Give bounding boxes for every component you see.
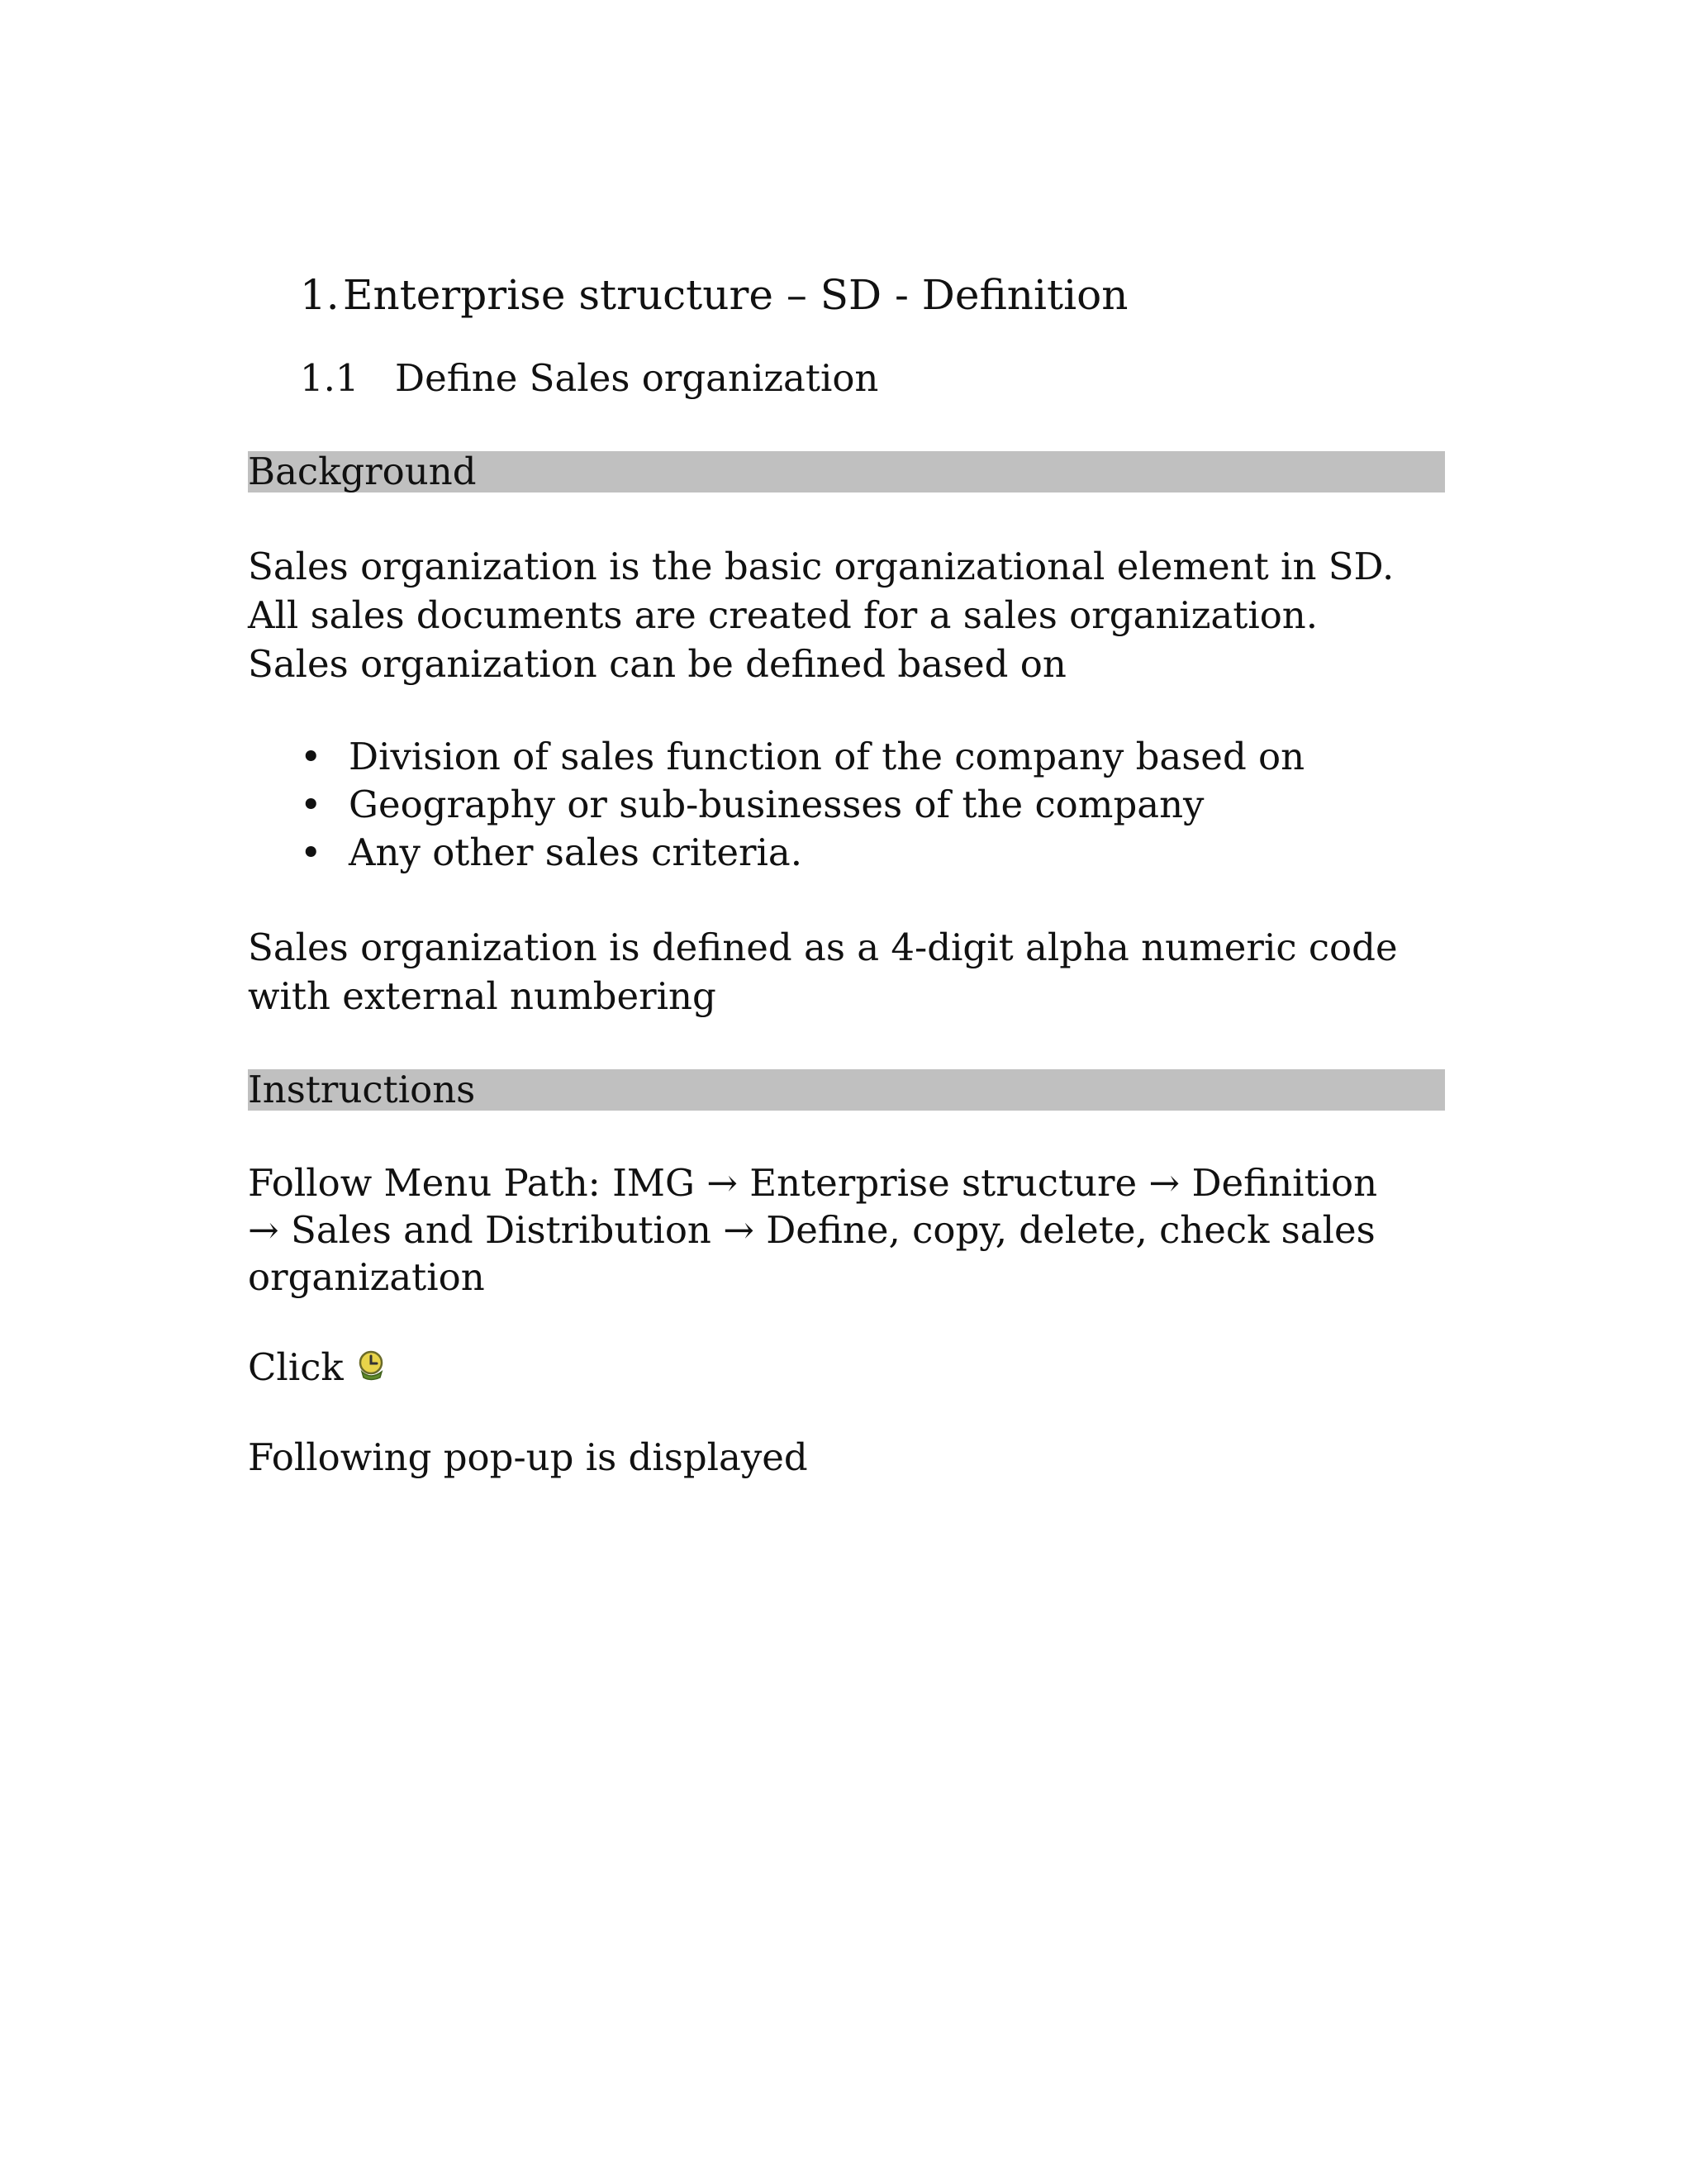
paragraph-line: Sales organization is defined as a 4-digit alpha numeric code — [248, 925, 1398, 969]
instructions-section-band — [248, 1069, 1445, 1111]
bullet-text: Any other sales criteria. — [349, 830, 803, 874]
bullet-item — [248, 733, 1305, 781]
heading-2-number: 1.1 — [300, 356, 359, 400]
heading-2 — [300, 354, 878, 403]
bullet-item — [248, 781, 1305, 829]
click-instruction — [248, 1343, 388, 1392]
paragraph-line: with external numbering — [248, 974, 716, 1018]
paragraph-line: Sales organization is the basic organizational element in SD. — [248, 545, 1395, 588]
instructions-section-label: Instructions — [248, 1068, 476, 1111]
heading-1 — [300, 266, 1128, 324]
heading-1-number: 1. — [300, 271, 340, 319]
bullet-dot-icon: • — [300, 735, 322, 778]
numbering-paragraph — [248, 923, 1398, 1021]
bullet-item — [248, 829, 1305, 877]
paragraph-line: → Sales and Distribution → Define, copy, delete, check sales — [248, 1208, 1376, 1252]
paragraph-line: Sales organization can be defined based on — [248, 642, 1067, 686]
click-label: Click — [248, 1345, 344, 1389]
execute-clock-icon — [355, 1344, 388, 1377]
popup-text: Following pop-up is displayed — [248, 1435, 808, 1479]
bullet-text: Geography or sub-businesses of the company — [349, 783, 1205, 826]
criteria-bullet-list — [248, 733, 1305, 877]
bullet-dot-icon: • — [300, 783, 322, 826]
paragraph-line: Follow Menu Path: IMG → Enterprise structure → Definition — [248, 1161, 1378, 1205]
bullet-text: Division of sales function of the company based on — [349, 735, 1305, 778]
paragraph-line: All sales documents are created for a sales organization. — [248, 593, 1319, 637]
heading-2-text: Define Sales organization — [395, 356, 879, 400]
background-paragraph — [248, 542, 1394, 688]
background-section-band — [248, 451, 1445, 492]
paragraph-line: organization — [248, 1255, 485, 1299]
popup-sentence — [248, 1433, 808, 1482]
heading-1-text: Enterprise structure – SD - Definition — [343, 271, 1129, 319]
bullet-dot-icon: • — [300, 830, 322, 874]
menu-path-paragraph — [248, 1159, 1377, 1301]
background-section-label: Background — [248, 450, 477, 493]
